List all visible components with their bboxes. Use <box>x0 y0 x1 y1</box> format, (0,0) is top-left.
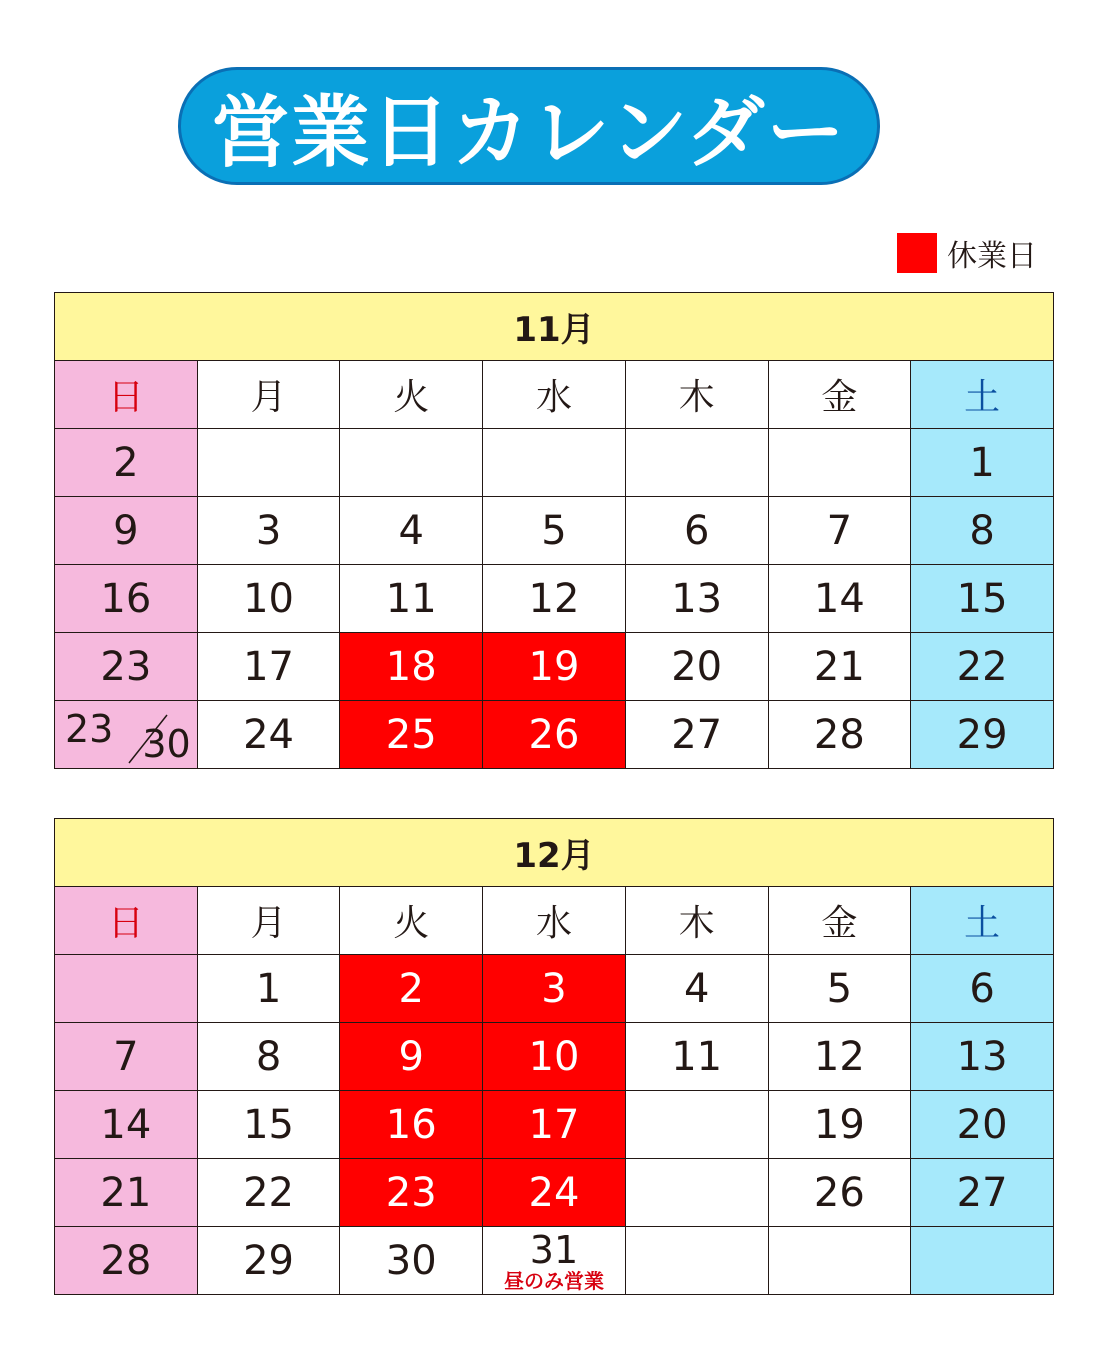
day-cell-closed: 17 <box>483 1091 626 1159</box>
day-cell: 21 <box>768 633 911 701</box>
day-cell <box>911 1227 1054 1295</box>
day-cell: 27 <box>911 1159 1054 1227</box>
day-cell <box>55 955 198 1023</box>
day-cell <box>768 429 911 497</box>
day-cell: 10 <box>197 565 340 633</box>
weekday-label: 金 <box>768 887 911 955</box>
week-row <box>55 1227 1054 1295</box>
split-date-second: 30 <box>142 722 191 766</box>
weekday-label: 水 <box>483 361 626 429</box>
day-cell: 21 <box>55 1159 198 1227</box>
month-header-row <box>55 819 1054 887</box>
day-cell <box>625 1091 768 1159</box>
day-number: 31 <box>529 1227 579 1272</box>
weekday-label: 火 <box>340 361 483 429</box>
weekday-label: 木 <box>625 361 768 429</box>
day-cell-closed: 24 <box>483 1159 626 1227</box>
day-cell: 29 <box>197 1227 340 1295</box>
weekday-label: 金 <box>768 361 911 429</box>
day-cell: 12 <box>483 565 626 633</box>
day-cell: 22 <box>197 1159 340 1227</box>
day-cell: 24 <box>197 701 340 769</box>
day-cell: 11 <box>625 1023 768 1091</box>
day-cell: 22 <box>911 633 1054 701</box>
day-cell: 13 <box>625 565 768 633</box>
split-date <box>55 701 197 768</box>
day-cell: 15 <box>197 1091 340 1159</box>
weekday-label: 月 <box>197 887 340 955</box>
day-cell <box>625 429 768 497</box>
legend-swatch <box>897 233 937 273</box>
day-cell: 28 <box>55 1227 198 1295</box>
day-cell <box>197 429 340 497</box>
day-cell <box>625 1227 768 1295</box>
weekday-label: 水 <box>483 887 626 955</box>
week-row <box>55 565 1054 633</box>
day-cell-closed: 16 <box>340 1091 483 1159</box>
day-cell <box>483 429 626 497</box>
day-cell: 8 <box>197 1023 340 1091</box>
weekday-label: 土 <box>911 361 1054 429</box>
week-row <box>55 955 1054 1023</box>
day-cell: 20 <box>625 633 768 701</box>
month-label: 12月 <box>55 819 1054 887</box>
day-cell: 28 <box>768 701 911 769</box>
week-row <box>55 497 1054 565</box>
day-cell <box>483 1227 626 1295</box>
day-cell: 5 <box>768 955 911 1023</box>
day-cell: 23 <box>55 633 198 701</box>
day-cell-closed: 26 <box>483 701 626 769</box>
day-cell: 5 <box>483 497 626 565</box>
day-cell: 6 <box>911 955 1054 1023</box>
weekday-label: 月 <box>197 361 340 429</box>
split-date-first: 23 <box>65 707 114 751</box>
weekday-label: 火 <box>340 887 483 955</box>
weekday-label: 日 <box>55 887 198 955</box>
day-cell: 14 <box>55 1091 198 1159</box>
day-cell: 27 <box>625 701 768 769</box>
day-cell: 7 <box>55 1023 198 1091</box>
week-row <box>55 1091 1054 1159</box>
day-cell <box>625 1159 768 1227</box>
day-cell-closed: 25 <box>340 701 483 769</box>
day-cell: 15 <box>911 565 1054 633</box>
weekday-label: 木 <box>625 887 768 955</box>
day-cell: 2 <box>55 429 198 497</box>
day-cell: 17 <box>197 633 340 701</box>
day-cell-closed: 18 <box>340 633 483 701</box>
page-title: 営業日カレンダー <box>211 88 847 178</box>
legend-label: 休業日 <box>947 239 1037 274</box>
day-cell: 4 <box>625 955 768 1023</box>
day-cell: 29 <box>911 701 1054 769</box>
weekday-label: 土 <box>911 887 1054 955</box>
day-cell: 26 <box>768 1159 911 1227</box>
day-cell: 4 <box>340 497 483 565</box>
weekday-header-row <box>55 361 1054 429</box>
day-cell: 1 <box>911 429 1054 497</box>
day-cell: 19 <box>768 1091 911 1159</box>
day-cell: 9 <box>55 497 198 565</box>
day-cell-closed: 10 <box>483 1023 626 1091</box>
day-cell: 3 <box>197 497 340 565</box>
day-cell: 14 <box>768 565 911 633</box>
day-cell-closed: 3 <box>483 955 626 1023</box>
weekday-header-row <box>55 887 1054 955</box>
day-cell: 30 <box>340 1227 483 1295</box>
week-row <box>55 1159 1054 1227</box>
legend <box>897 233 1037 273</box>
day-cell: 13 <box>911 1023 1054 1091</box>
day-cell: 1 <box>197 955 340 1023</box>
weekday-label: 日 <box>55 361 198 429</box>
day-cell-closed: 19 <box>483 633 626 701</box>
calendar-december <box>54 818 1054 1295</box>
day-cell: 6 <box>625 497 768 565</box>
day-cell <box>340 429 483 497</box>
week-row <box>55 701 1054 769</box>
month-header-row <box>55 293 1054 361</box>
day-cell-closed: 2 <box>340 955 483 1023</box>
calendar-november <box>54 292 1054 769</box>
day-cell <box>55 701 198 769</box>
week-row <box>55 1023 1054 1091</box>
day-cell: 16 <box>55 565 198 633</box>
day-cell: 7 <box>768 497 911 565</box>
title-banner <box>178 67 880 185</box>
week-row <box>55 429 1054 497</box>
day-cell: 20 <box>911 1091 1054 1159</box>
week-row <box>55 633 1054 701</box>
day-cell <box>768 1227 911 1295</box>
day-cell: 11 <box>340 565 483 633</box>
month-label: 11月 <box>55 293 1054 361</box>
day-note: 昼のみ営業 <box>503 1268 604 1293</box>
day-cell-closed: 9 <box>340 1023 483 1091</box>
day-cell: 8 <box>911 497 1054 565</box>
day-cell-closed: 23 <box>340 1159 483 1227</box>
day-cell: 12 <box>768 1023 911 1091</box>
